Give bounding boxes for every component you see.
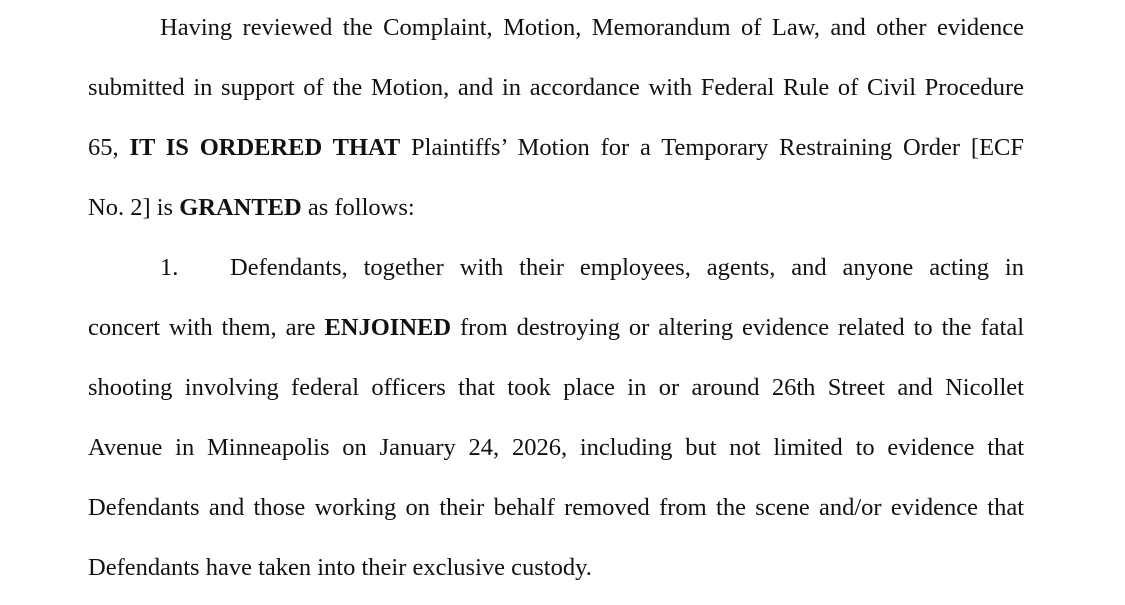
paragraph-line: Having reviewed the Complaint, Motion, Memorandum of Law, and other evidence — [160, 14, 1024, 41]
paragraph-line: shooting involving federal officers that took place in or around 26th Street and Nicollet — [88, 374, 1024, 401]
paragraph-line: Avenue in Minneapolis on January 24, 2026, including but not limited to evidence that — [88, 434, 1024, 461]
paragraph-line: Defendants have taken into their exclusive custody. — [88, 554, 592, 581]
paragraph-line: submitted in support of the Motion, and in accordance with Federal Rule of Civil Procedure — [88, 74, 1024, 101]
enjoined-text: ENJOINED — [324, 314, 452, 341]
item-number: 1. — [160, 254, 179, 281]
granted-text: GRANTED — [179, 194, 302, 221]
paragraph-line: No. 2] is GRANTED as follows: — [88, 194, 415, 221]
paragraph-line: Defendants and those working on their behalf removed from the scene and/or evidence that — [88, 494, 1024, 521]
paragraph-line: 65, IT IS ORDERED THAT Plaintiffs’ Motion for a Temporary Restraining Order [ECF — [88, 134, 1025, 161]
paragraph-line: concert with them, are ENJOINED from destroying or altering evidence related to the fatal — [88, 314, 1025, 341]
paragraph-line: Defendants, together with their employees, agents, and anyone acting in — [230, 254, 1024, 281]
ordered-heading: IT IS ORDERED THAT — [129, 134, 401, 161]
